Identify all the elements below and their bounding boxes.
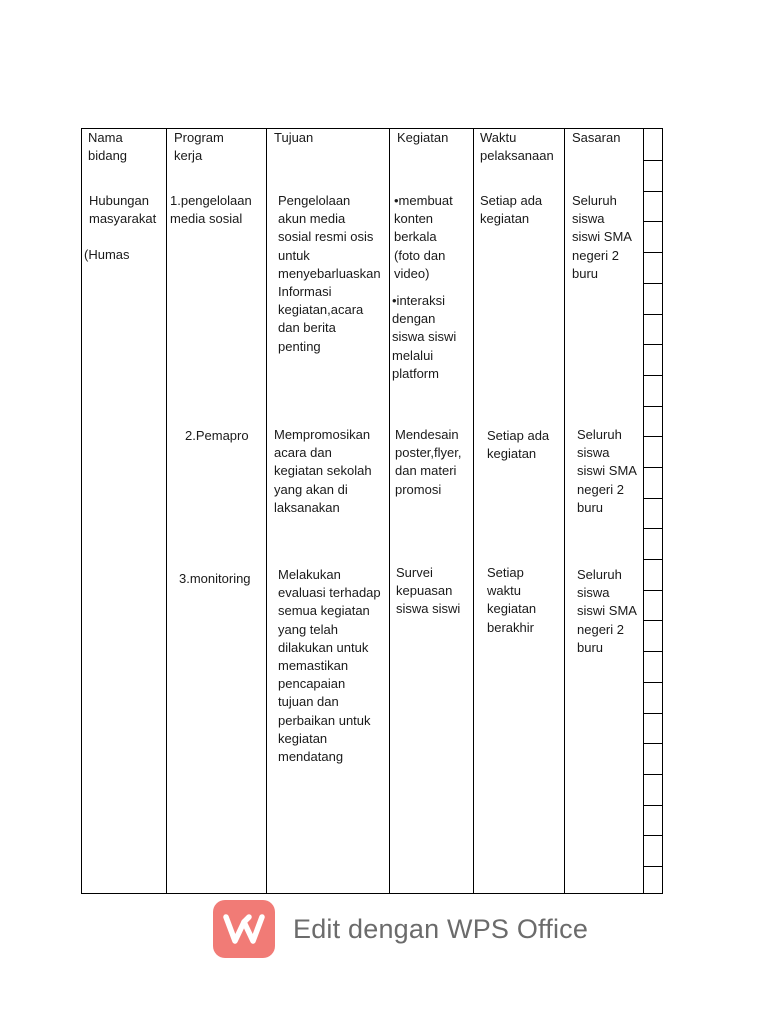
row2-tujuan: Mempromosikan acara dan kegiatan sekolah yang akan di laksanakan xyxy=(274,427,372,515)
grid-row-line xyxy=(643,221,663,222)
program-kerja-table xyxy=(81,128,663,894)
grid-row-line xyxy=(643,375,663,376)
row1-waktu: Setiap ada kegiatan xyxy=(480,193,543,227)
grid-row-line xyxy=(643,252,663,253)
grid-row-line xyxy=(643,774,663,775)
header-sasaran: Sasaran xyxy=(572,130,621,145)
bidang-abbreviation: (Humas xyxy=(84,247,130,262)
grid-row-line xyxy=(643,528,663,529)
grid-row-line xyxy=(643,713,663,714)
header-tujuan: Tujuan xyxy=(274,130,314,145)
grid-row-line xyxy=(643,498,663,499)
wps-watermark[interactable] xyxy=(213,900,588,958)
row3-program: 3.monitoring xyxy=(179,571,251,586)
grid-row-line xyxy=(643,866,663,867)
header-kegiatan: Kegiatan xyxy=(397,130,449,145)
grid-row-line xyxy=(643,467,663,468)
column-divider xyxy=(473,129,474,893)
row3-tujuan: Melakukan evaluasi terhadap semua kegiatan yang telah dilakukan untuk memastikan pencapaian tujuan dan perbaikan untuk kegiatan mendatang xyxy=(278,567,381,765)
wps-edit-label: Edit dengan WPS Office xyxy=(293,913,589,944)
row2-waktu: Setiap ada kegiatan xyxy=(487,428,550,462)
grid-row-line xyxy=(643,344,663,345)
row2-program: 2.Pemapro xyxy=(185,428,249,443)
grid-row-line xyxy=(643,406,663,407)
grid-row-line xyxy=(643,743,663,744)
grid-row-line xyxy=(643,283,663,284)
grid-row-line xyxy=(643,191,663,192)
row2-sasaran: Seluruh siswa siswi SMA negeri 2 buru xyxy=(577,427,637,515)
grid-row-line xyxy=(643,835,663,836)
grid-row-line xyxy=(643,559,663,560)
header-program-kerja: Program kerja xyxy=(174,130,224,163)
row1-kegiatan-2: •interaksi dengan siswa siswi melalui platform xyxy=(392,293,457,381)
grid-row-line xyxy=(643,160,663,161)
row1-tujuan: Pengelolaan akun media sosial resmi osis untuk menyebarluaskan Informasi kegiatan,acara dan berita penting xyxy=(278,193,381,354)
header-waktu-pelaksanaan: Waktu pelaksanaan xyxy=(480,130,554,163)
row1-sasaran: Seluruh siswa siswi SMA negeri 2 buru xyxy=(572,193,632,281)
column-divider xyxy=(166,129,167,893)
wps-logo-icon xyxy=(213,900,275,958)
row2-kegiatan: Mendesain poster,flyer, dan materi promosi xyxy=(395,427,462,497)
grid-row-line xyxy=(643,314,663,315)
column-divider xyxy=(389,129,390,893)
column-divider xyxy=(564,129,565,893)
grid-row-line xyxy=(643,590,663,591)
column-divider xyxy=(643,129,644,893)
grid-row-line xyxy=(643,620,663,621)
column-divider xyxy=(266,129,267,893)
grid-row-line xyxy=(643,682,663,683)
bidang-name: Hubungan masyarakat xyxy=(89,193,157,227)
row3-sasaran: Seluruh siswa siswi SMA negeri 2 buru xyxy=(577,567,637,655)
row1-program: 1.pengelolaan media sosial xyxy=(170,193,252,227)
header-nama-bidang: Nama bidang xyxy=(88,130,128,163)
row3-waktu: Setiap waktu kegiatan berakhir xyxy=(487,565,537,635)
grid-row-line xyxy=(643,651,663,652)
grid-row-line xyxy=(643,805,663,806)
row3-kegiatan: Survei kepuasan siswa siswi xyxy=(396,565,461,617)
row1-kegiatan-1: •membuat konten berkala (foto dan video) xyxy=(394,193,453,281)
grid-row-line xyxy=(643,436,663,437)
